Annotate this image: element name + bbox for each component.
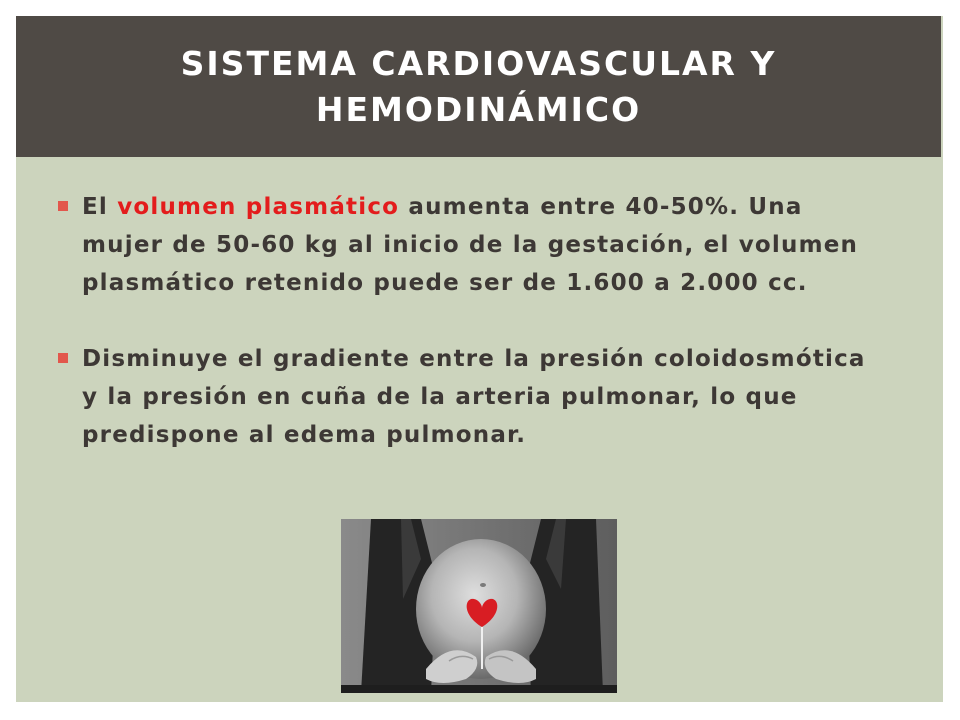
slide-title: SISTEMA CARDIOVASCULAR Y HEMODINÁMICO: [180, 43, 777, 129]
pregnancy-photo: [341, 519, 617, 693]
bullet-square-icon: [58, 353, 68, 363]
bullet-text-suffix: aumenta entre 40-50%. Una mujer de 50-60 kg al inicio de la gestación, el volumen plasmático retenido puede ser de 1.600 a 2.000 cc.: [82, 194, 859, 296]
title-bar: [16, 16, 941, 157]
bullet-item: [56, 340, 886, 454]
slide-content: [56, 188, 886, 454]
bullet-text: Disminuye el gradiente entre la presión coloidosmótica y la presión en cuña de la arteria pulmonar, lo que predispone al edema pulmonar.: [82, 346, 866, 448]
highlighted-term: volumen plasmático: [117, 194, 400, 220]
bullet-item: [56, 188, 886, 302]
bullet-square-icon: [58, 201, 68, 211]
bullet-text-prefix: El: [82, 194, 118, 220]
